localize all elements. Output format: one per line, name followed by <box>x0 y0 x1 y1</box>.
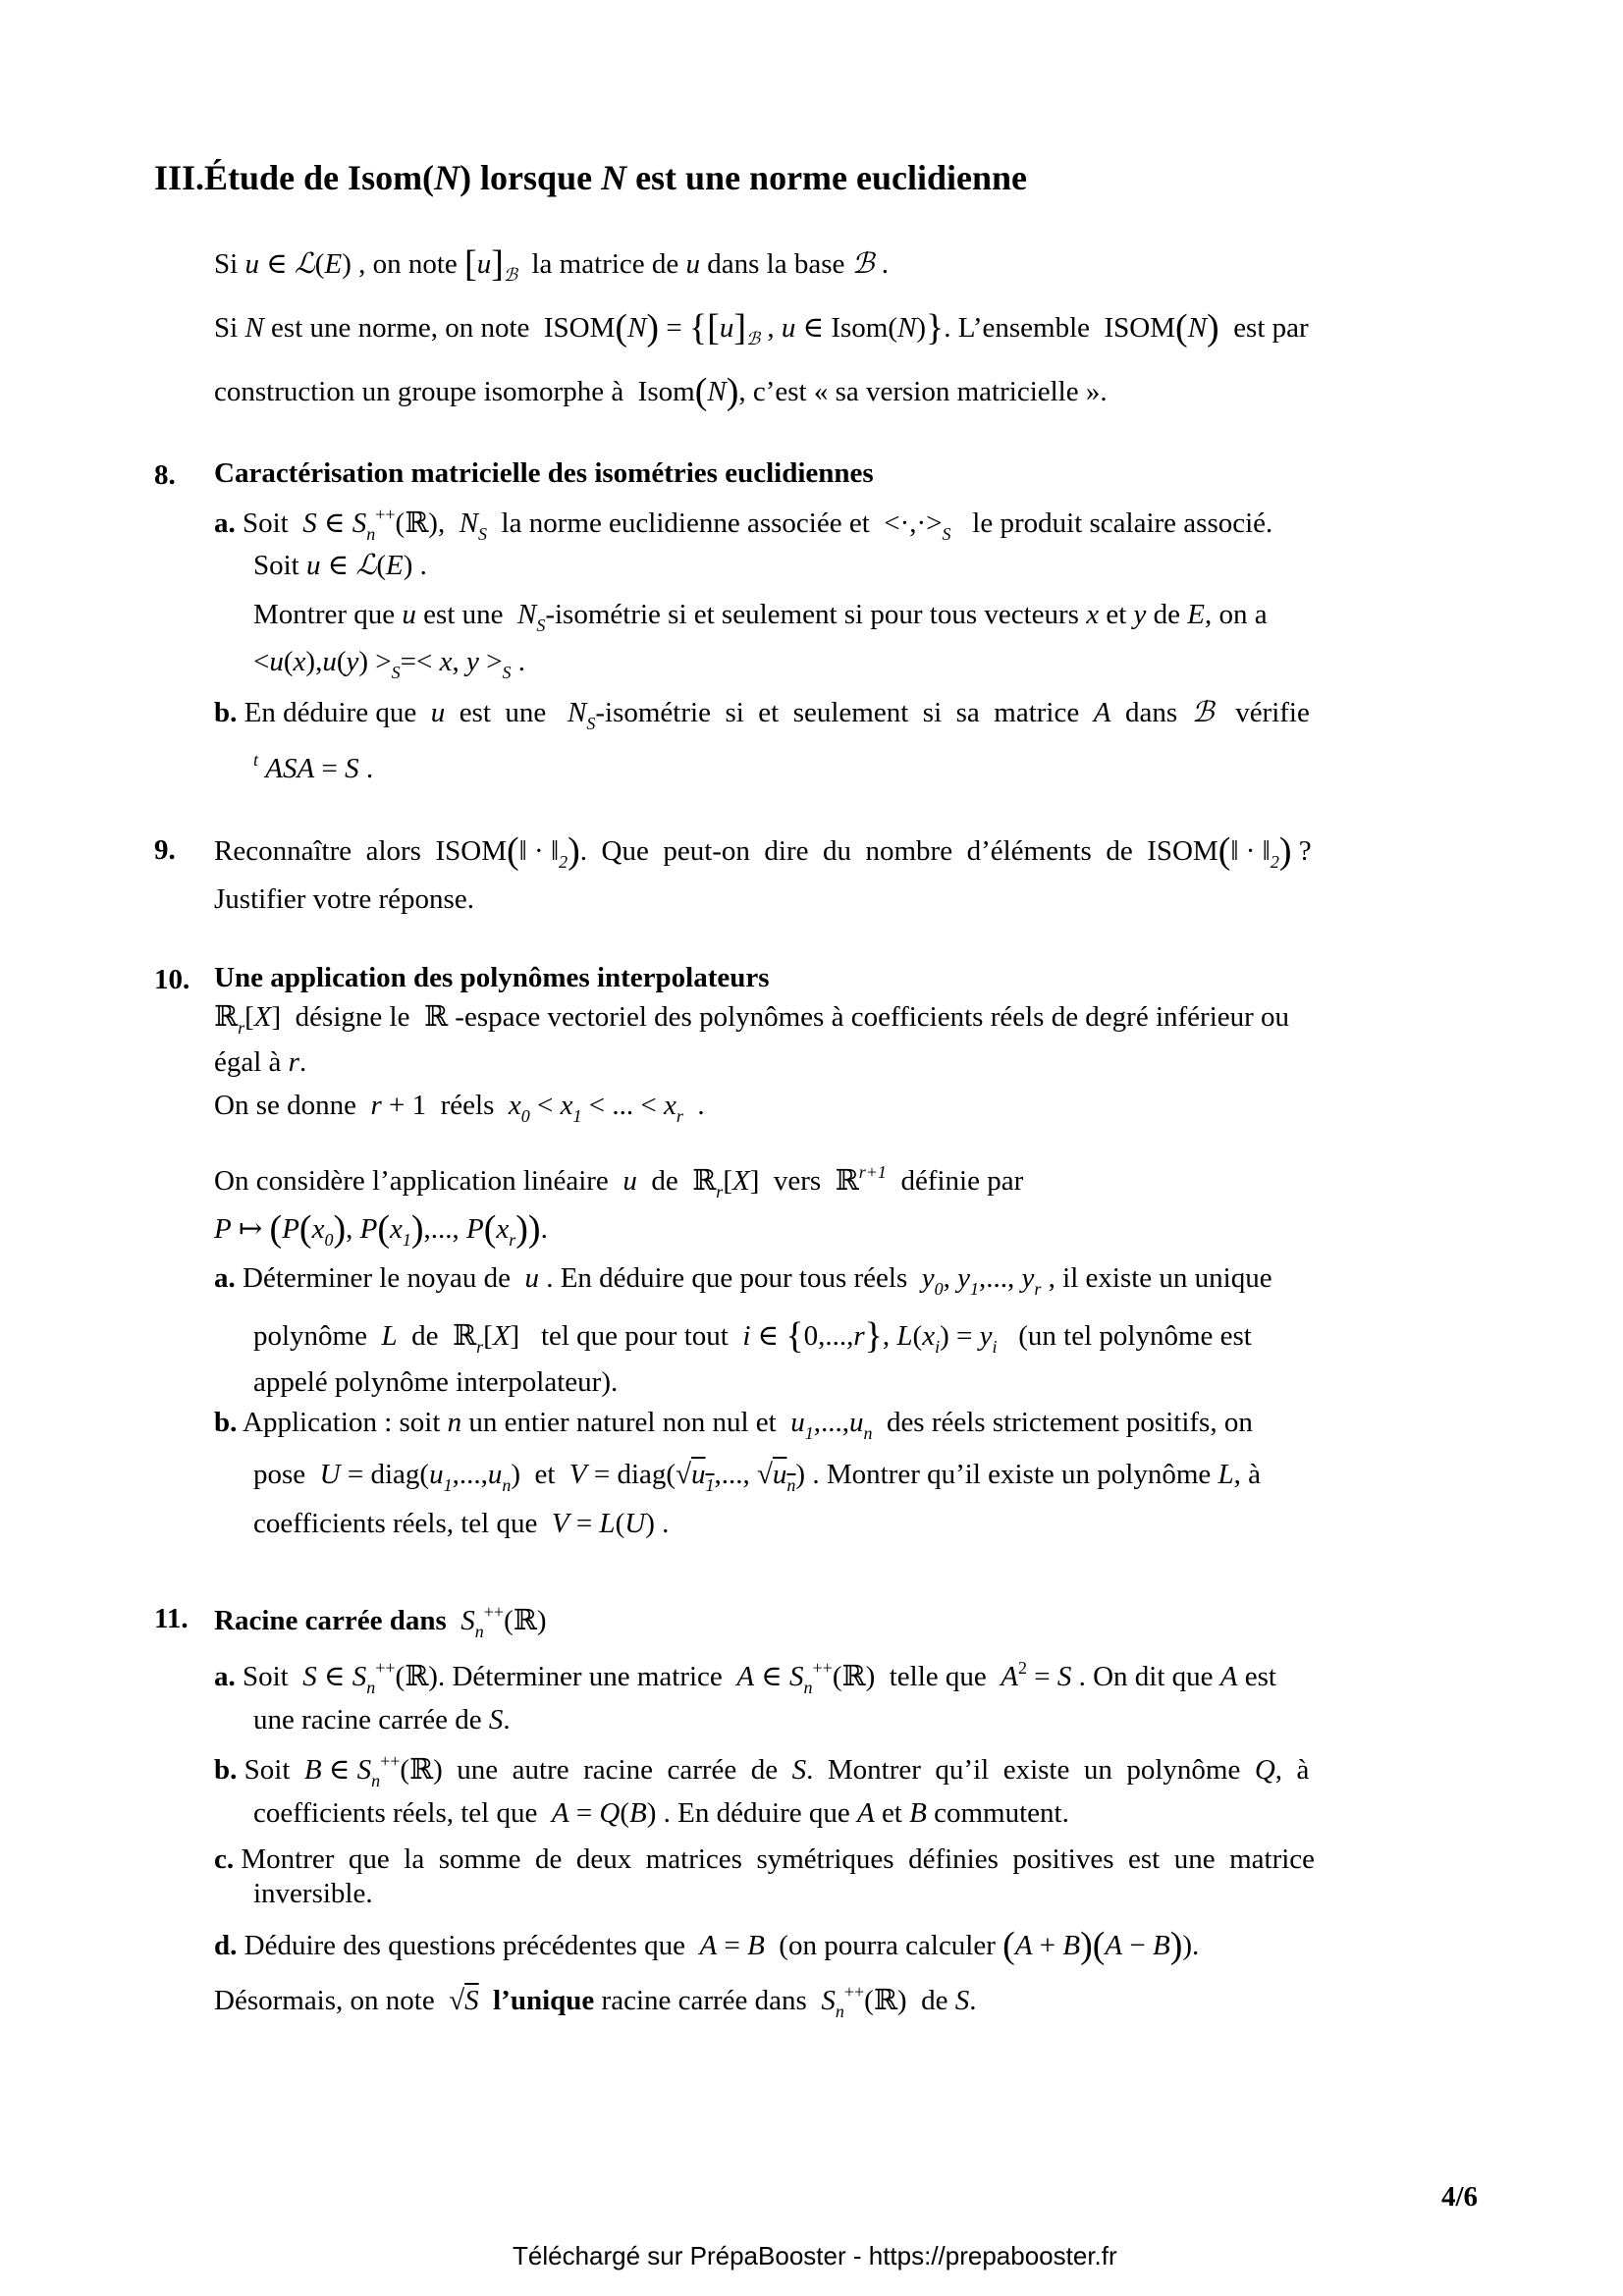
q9-line-1: Reconnaître alors ISOM(‖ · $‖_2$). Que peut-on dire du nombre d’éléments de ISOM(‖ · $‖_2$) ? <box>214 830 1312 872</box>
intro-line-2: Si N est une norme, on note ISOM(N) = {$[u]_ℬ$ , u ∈ Isom(N)}. L’ensemble ISOM(N) est par <box>214 307 1309 348</box>
q11-conclusion: Désormais, on note √S l’unique racine carrée dans $S_n^{++}(ℝ)$ de S. <box>214 1982 977 2021</box>
question-11-number: 11. <box>154 1603 189 1634</box>
part-label-a: a. <box>214 1262 236 1294</box>
q11a-line-1: a. Soit S ∈ $S_n^{++}(ℝ)$. Déterminer une matrice A ∈ $S_n^{++}(ℝ)$ telle que $A^2 = S$ . On dit que A est <box>214 1658 1276 1697</box>
q11c-line-1: c. Montrer que la somme de deux matrices symétriques définies positives est une matrice <box>214 1843 1316 1875</box>
q10-intro-3: On se donne r + 1 réels $x_0 < x_1$ < ... < $x_r$ . <box>214 1090 705 1126</box>
q10b-line-1: b. Application : soit n un entier naturel non nul et $u_1,...,u_n$ des réels strictement positifs, on <box>214 1407 1253 1443</box>
part-label-a: a. <box>214 507 236 539</box>
q10a-line-2: polynôme L de ℝ$_r$[X] tel que pour tout i ∈ {0,...,r}, $L(x_i) = y_i$ (un tel polynôme est <box>253 1315 1252 1357</box>
part-label-b: b. <box>214 1754 238 1786</box>
q11a-line-2: une racine carrée de S. <box>253 1704 511 1735</box>
q10-intro-4: On considère l’application linéaire u de ℝ$_r$[X] vers ℝ$^{r+1}$ définie par <box>214 1162 1024 1201</box>
part-label-c: c. <box>214 1843 235 1875</box>
section-title: III.Étude de Isom(N) lorsque N est une norme euclidienne <box>154 158 1028 197</box>
q8a-line-2: Soit u ∈ ℒ(E) . <box>253 550 427 581</box>
q10a-line-1: a. Déterminer le noyau de u . En déduire que pour tous réels $y_0$, $y_1$,..., $y_r$ , il existe un unique <box>214 1262 1272 1299</box>
q10a-line-3: appelé polynôme interpolateur). <box>253 1366 619 1398</box>
q8b-line-2: $^t$ ASA = S . <box>253 750 374 784</box>
q10-intro-1: ℝ$_r$[X] désigne le ℝ -espace vectoriel des polynômes à coefficients réels de degré inférieur ou <box>214 1001 1290 1038</box>
question-10-number: 10. <box>154 964 190 995</box>
q8a-line-4: $<u(x),u(y) >_S=< x$, $y >_S$ . <box>253 646 525 682</box>
q10-intro-5: P ↦ ($P(x_0)$, $P(x_1)$,..., $P(x_r)$). <box>214 1208 548 1250</box>
question-9-number: 9. <box>154 834 176 866</box>
page-number: 4/6 <box>1441 2181 1479 2213</box>
part-label-a: a. <box>214 1661 236 1692</box>
q11b-line-2: coefficients réels, tel que A = Q(B) . En déduire que A et B commutent. <box>253 1797 1069 1829</box>
question-8-number: 8. <box>154 459 176 491</box>
intro-line-3: construction un groupe isomorphe à Isom(N), c’est « sa version matricielle ». <box>214 371 1108 412</box>
q10b-line-2: pose $U = diag(u_1,...,u_n)$ et $V = diag(√u_1$,..., $√u_n$) . Montrer qu’il existe un polynôme L, à <box>253 1459 1262 1495</box>
intro-line-1: Si u ∈ ℒ(E) , on note $[u]_ℬ$ la matrice de u dans la base ℬ . <box>214 243 889 285</box>
question-11-title: Racine carrée dans $S_n^{++}(ℝ)$ <box>214 1602 547 1641</box>
question-10-title: Une application des polynômes interpolateurs <box>214 962 770 993</box>
q11c-line-2: inversible. <box>253 1878 373 1909</box>
q10b-line-3: coefficients réels, tel que V = L(U) . <box>253 1508 670 1539</box>
q11b-line-1: b. Soit B ∈ $S_n^{++}(ℝ)$ une autre racine carrée de S. Montrer qu’il existe un polynôme Q, à <box>214 1751 1310 1790</box>
part-label-d: d. <box>214 1930 238 1961</box>
download-note: Téléchargé sur PrépaBooster - https://prepabooster.fr <box>513 2241 1117 2270</box>
q10-intro-2: égal à r. <box>214 1046 307 1078</box>
q8b-line-1: b. En déduire que u est une $N_S$-isométrie si et seulement si sa matrice A dans ℬ vérifie <box>214 697 1310 733</box>
q8a-line-1: a. Soit S ∈ $S_n^{++}(ℝ)$, $N_S$ la norme euclidienne associée et $<\cdot,\cdot>_S$ le produit scalaire associé. <box>214 505 1273 544</box>
q8a-line-3: Montrer que u est une $N_S$-isométrie si et seulement si pour tous vecteurs x et y de E, on a <box>253 599 1268 635</box>
part-label-b: b. <box>214 1407 238 1438</box>
question-8-title: Caractérisation matricielle des isométries euclidiennes <box>214 457 874 489</box>
part-label-b: b. <box>214 697 238 728</box>
q11d-line-1: d. Déduire des questions précédentes que A = B (on pourra calculer (A + B)(A − B)). <box>214 1925 1200 1966</box>
q9-line-2: Justifier votre réponse. <box>214 883 474 915</box>
section-number: III. <box>154 158 205 197</box>
